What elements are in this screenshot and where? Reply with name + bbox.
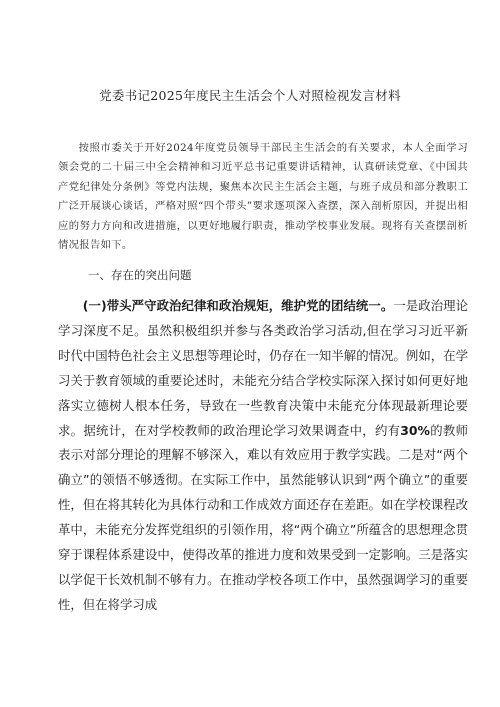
intro-paragraph: 按照市委关于开好2024年度党员领导干部民主生活会的有关要求，本人全面学习领会党的二十届三中全会精神和习近平总书记重要讲话精神，认真研读党章、《中国共产党纪律处分条例》等党内法规，聚焦本次民主生活会主题，与班子成员和部分教职工广泛开展谈心谈话，严格对照“四个带头”要求逐项深入查摆，深入剖析原因，并提出相应的努力方向和改进措施，以更好地履行职责，推动学校事业发展。现将有关查摆剖析情况报告如下。 [58, 142, 468, 252]
paragraph-text-part-a: 一是政治理论学习深度不足。虽然积极组织并参与各类政治学习活动,但在学习习近平新时代中国特色社会主义思想等理论时，仍存在一知半解的情况。例如，在学习关于教育领域的重要论述时，未能充分结合学校实际深入探讨如何更好地落实立德树人根本任务，导致在一些教育决策中未能充分体现最新理论要求。据统计，在对学校教师的政治理论学习效果调查中，约有 [58, 298, 469, 438]
paragraph-text-part-b: 的教师表示对部分理论的理解不够深入，难以有效应用于教学实践。二是对“两个确立”的领悟不够透彻。在实际工作中，虽然能够认识到“两个确立”的重要性，但在将其转化为具体行动和工作成效方面还存在差距。如在学校课程改革中，未能充分发挥党组织的引领作用，将“两个确立”所蕴含的思想理念贯穿于课程体系建设中，使得改革的推进力度和效果受到一定影响。三是落实以学促干长效机制不够有力。在推动学校各项工作中，虽然强调学习的重要性，但在将学习成 [58, 422, 469, 612]
section-heading-problems: 一、存在的突出问题 [88, 268, 192, 282]
body-paragraph [58, 294, 468, 618]
percent-value: 30% [400, 422, 430, 438]
document-title: 党委书记2025年度民主生活会个人对照检视发言材料 [99, 88, 401, 103]
sub-heading: (一)带头严守政治纪律和政治规矩，维护党的团结统一。 [82, 298, 394, 313]
